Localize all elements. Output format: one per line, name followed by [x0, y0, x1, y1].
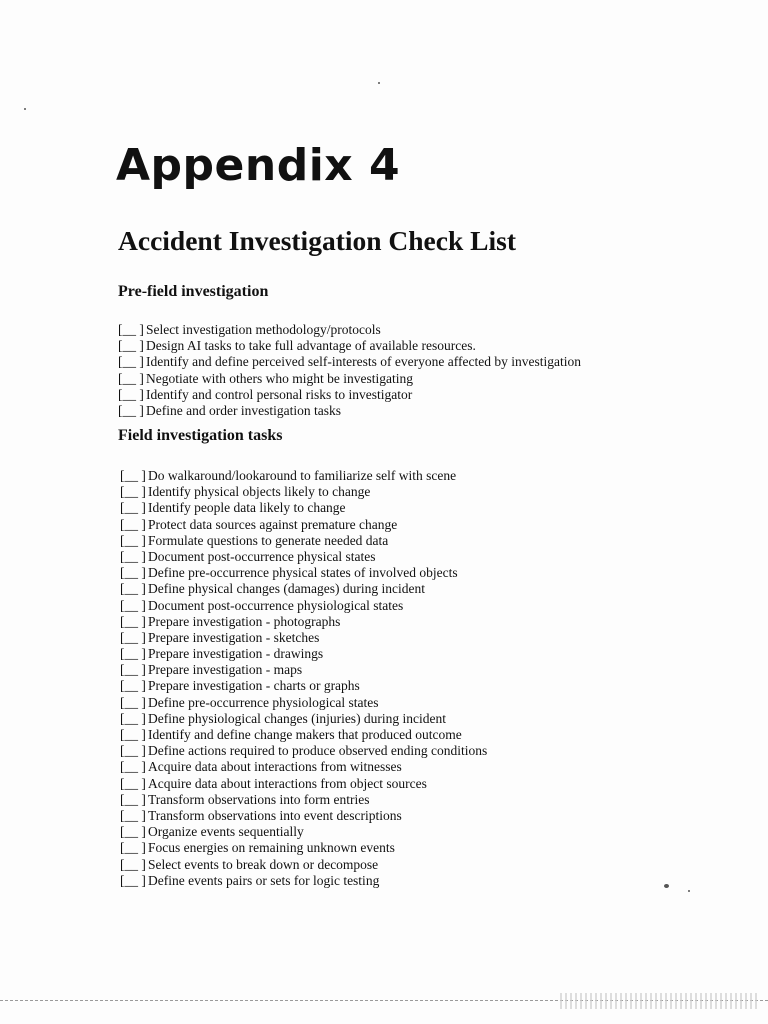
- checkbox[interactable]: [__ ]: [120, 872, 146, 888]
- checklist-item-label: Document post-occurrence physical states: [148, 548, 376, 564]
- checklist-item-label: Select investigation methodology/protocols: [146, 322, 381, 337]
- checklist-item: [118, 662, 738, 678]
- checkbox[interactable]: [__ ]: [120, 710, 146, 726]
- checklist-item-label: Define pre-occurrence physical states of involved objects: [148, 565, 458, 581]
- checklist-item: [118, 468, 738, 484]
- checklist-item: [118, 403, 738, 419]
- checklist-item-label: Prepare investigation - charts or graphs: [148, 678, 360, 694]
- checkbox[interactable]: [__ ]: [120, 662, 146, 678]
- checklist-item-label: Identify and define perceived self-interests of everyone affected by investigation: [146, 354, 581, 370]
- checklist-item: [118, 338, 738, 354]
- checklist-item-label: Define physiological changes (injuries) during incident: [148, 710, 447, 726]
- checklist-item-label: Protect data sources against premature change: [148, 516, 398, 532]
- checklist-item: [118, 598, 738, 614]
- checklist-item: [118, 711, 738, 727]
- checklist-item-label: Prepare investigation - sketches: [148, 629, 320, 645]
- checklist-item-label: Define physical changes (damages) during incident: [148, 581, 426, 597]
- checkbox[interactable]: [__ ]: [120, 791, 146, 807]
- checkbox[interactable]: [__ ]: [120, 613, 146, 629]
- checklist-item: [118, 387, 738, 403]
- checklist-item-label: Identify people data likely to change: [148, 500, 346, 516]
- checklist-item: [118, 630, 738, 646]
- checkbox[interactable]: [__ ]: [120, 840, 146, 856]
- checklist-item-label: Negotiate with others who might be investigating: [146, 370, 413, 386]
- checklist-item: [118, 743, 738, 759]
- checklist-item-label: Identify physical objects likely to change: [148, 484, 371, 500]
- scan-speck: [688, 890, 690, 892]
- checklist-item: [118, 857, 738, 873]
- checklist-item-label: Focus energies on remaining unknown events: [148, 840, 395, 856]
- scan-speck: [24, 108, 26, 110]
- scan-artifact-noise: [560, 993, 760, 1009]
- checklist-item-label: Prepare investigation - photographs: [148, 613, 341, 629]
- checkbox[interactable]: [__ ]: [118, 386, 144, 402]
- checklist-item: [118, 808, 738, 824]
- checklist-item: [118, 678, 738, 694]
- checklist-item-label: Identify and define change makers that produced outcome: [148, 727, 462, 742]
- checklist-item-label: Transform observations into event descriptions: [148, 807, 402, 823]
- checkbox[interactable]: [__ ]: [120, 548, 146, 564]
- scan-speck: [664, 884, 669, 888]
- checklist-item-label: Prepare investigation - drawings: [148, 646, 324, 662]
- checkbox[interactable]: [__ ]: [120, 565, 146, 581]
- checklist: [118, 468, 738, 889]
- checklist-item: [118, 824, 738, 840]
- checkbox[interactable]: [__ ]: [120, 516, 146, 532]
- checklist-item: [118, 549, 738, 565]
- section-heading: Pre-field investigation: [118, 283, 269, 300]
- checkbox[interactable]: [__ ]: [120, 646, 146, 662]
- checkbox[interactable]: [__ ]: [120, 694, 146, 710]
- checkbox[interactable]: [__ ]: [118, 338, 144, 354]
- checklist-item-label: Formulate questions to generate needed data: [148, 532, 389, 548]
- checkbox[interactable]: [__ ]: [120, 500, 146, 516]
- checklist-item: [118, 371, 738, 387]
- checkbox[interactable]: [__ ]: [120, 532, 146, 548]
- checkbox[interactable]: [__ ]: [120, 484, 146, 500]
- checklist: [118, 322, 738, 419]
- checkbox[interactable]: [__ ]: [120, 807, 146, 823]
- checkbox[interactable]: [__ ]: [120, 581, 146, 597]
- checklist-item: [118, 500, 738, 516]
- checklist-item-label: Acquire data about interactions from witnesses: [148, 759, 402, 775]
- checklist-item: [118, 873, 738, 889]
- checklist-item-label: Define actions required to produce observed ending conditions: [148, 743, 488, 759]
- checklist-item: [118, 727, 738, 743]
- checklist-item-label: Define events pairs or sets for logic testing: [148, 872, 380, 888]
- checkbox[interactable]: [__ ]: [120, 678, 146, 694]
- checklist-item-label: Transform observations into form entries: [148, 791, 370, 807]
- appendix-title: Appendix 4: [116, 140, 401, 191]
- checklist-item: [118, 646, 738, 662]
- checklist-item-label: Define pre-occurrence physiological states: [148, 694, 379, 710]
- checkbox[interactable]: [__ ]: [118, 354, 144, 370]
- checkbox[interactable]: [__ ]: [120, 856, 146, 872]
- checklist-item-label: Select events to break down or decompose: [148, 856, 379, 872]
- checklist-item-label: Design AI tasks to take full advantage of available resources.: [146, 338, 476, 354]
- document-title: Accident Investigation Check List: [118, 225, 516, 256]
- checklist-item-label: Define and order investigation tasks: [146, 402, 341, 418]
- checklist-item: [118, 776, 738, 792]
- checkbox[interactable]: [__ ]: [118, 402, 144, 418]
- checklist-item-label: Do walkaround/lookaround to familiarize self with scene: [148, 468, 457, 483]
- checklist-item: [118, 792, 738, 808]
- scan-speck: [378, 82, 380, 84]
- checklist-item: [118, 517, 738, 533]
- checklist-item: [118, 614, 738, 630]
- checklist-item-label: Organize events sequentially: [148, 824, 304, 840]
- checkbox[interactable]: [__ ]: [120, 824, 146, 840]
- checklist-item-label: Document post-occurrence physiological states: [148, 597, 404, 613]
- checkbox[interactable]: [__ ]: [120, 597, 146, 613]
- checkbox[interactable]: [__ ]: [120, 629, 146, 645]
- checklist-item: [118, 581, 738, 597]
- checkbox[interactable]: [__ ]: [120, 468, 146, 483]
- checkbox[interactable]: [__ ]: [120, 775, 146, 791]
- checkbox[interactable]: [__ ]: [118, 322, 144, 337]
- checkbox[interactable]: [__ ]: [120, 759, 146, 775]
- field-tasks-section: [118, 426, 738, 889]
- checklist-item-label: Identify and control personal risks to investigator: [146, 386, 413, 402]
- checklist-item: [118, 533, 738, 549]
- section-heading: Field investigation tasks: [118, 427, 283, 444]
- checklist-item-label: Acquire data about interactions from object sources: [148, 775, 427, 791]
- checkbox[interactable]: [__ ]: [120, 727, 146, 742]
- checklist-item: [118, 322, 738, 338]
- checkbox[interactable]: [__ ]: [120, 743, 146, 759]
- checklist-item: [118, 484, 738, 500]
- pre-field-section: [118, 282, 738, 419]
- checklist-item: [118, 759, 738, 775]
- checklist-item: [118, 354, 738, 370]
- checkbox[interactable]: [__ ]: [118, 370, 144, 386]
- checklist-item: [118, 840, 738, 856]
- checklist-item: [118, 695, 738, 711]
- checklist-item: [118, 565, 738, 581]
- checklist-item-label: Prepare investigation - maps: [148, 662, 303, 678]
